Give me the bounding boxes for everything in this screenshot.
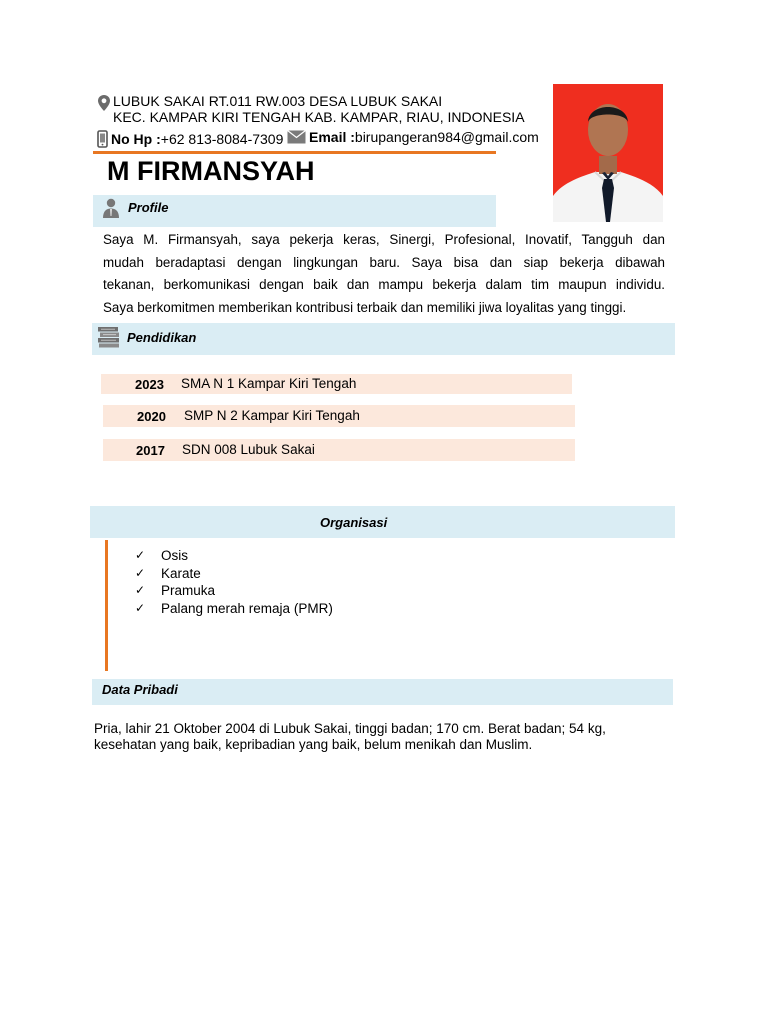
profile-photo — [553, 84, 663, 222]
location-pin-icon — [97, 94, 111, 117]
list-item — [135, 565, 333, 583]
list-item — [135, 547, 333, 565]
data-pribadi-section-header — [92, 679, 673, 705]
profile-line: mudah beradaptasi dengan lingkungan baru. Saya bisa dan siap bekerja dibawah — [103, 254, 665, 270]
organisasi-item: Palang merah remaja (PMR) — [161, 600, 333, 616]
address-line-1: LUBUK SAKAI RT.011 RW.003 DESA LUBUK SAKAI — [113, 93, 443, 109]
organisasi-title: Organisasi — [320, 515, 388, 530]
education-school: SDN 008 Lubuk Sakai — [182, 442, 315, 457]
list-item — [135, 600, 333, 618]
organisasi-item: Osis — [161, 548, 188, 563]
profile-line: tekanan, berkomunikasi dengan baik dan mampu bekerja dalam tim maupun individu. — [103, 277, 665, 292]
data-pribadi-title: Data Pribadi — [102, 682, 178, 697]
education-year: 2017 — [136, 443, 165, 458]
checkmark-icon: ✓ — [135, 565, 146, 580]
checkmark-icon: ✓ — [135, 583, 146, 597]
profile-line: Saya M. Firmansyah, saya pekerja keras, Sinergi, Profesional, Inovatif, Tangguh dan — [103, 232, 665, 247]
profile-summary — [103, 229, 665, 319]
data-pribadi-text — [94, 721, 606, 753]
phone-label: No Hp : — [111, 131, 161, 147]
education-year: 2023 — [135, 377, 164, 392]
education-year: 2020 — [137, 409, 166, 424]
email-value[interactable]: birupangeran984@gmail.com — [354, 129, 539, 145]
email-line — [309, 129, 539, 145]
data-pribadi-line: Pria, lahir 21 Oktober 2004 di Lubuk Sakai, tinggi badan; 170 cm. Berat badan; 54 kg, — [94, 721, 606, 736]
checkmark-icon: ✓ — [135, 548, 146, 562]
profile-line: Saya berkomitmen memberikan kontribusi terbaik dan memiliki jiwa loyalitas yang tinggi. — [103, 299, 627, 315]
organisasi-item: Pramuka — [161, 583, 216, 598]
education-school: SMA N 1 Kampar Kiri Tengah — [181, 376, 357, 391]
header-divider — [93, 151, 496, 154]
list-item — [135, 582, 333, 600]
profile-title: Profile — [128, 200, 169, 215]
education-school: SMP N 2 Kampar Kiri Tengah — [184, 408, 360, 423]
pendidikan-title: Pendidikan — [127, 330, 197, 345]
phone-line — [111, 131, 283, 147]
organisasi-accent-line — [105, 540, 108, 671]
education-row — [103, 439, 575, 461]
mobile-phone-icon — [97, 130, 108, 153]
envelope-icon — [287, 130, 306, 149]
email-label: Email : — [309, 129, 355, 145]
books-icon — [97, 326, 121, 353]
address-line-2: KEC. KAMPAR KIRI TENGAH KAB. KAMPAR, RIAU, INDONESIA — [113, 109, 525, 125]
person-icon — [100, 197, 122, 224]
organisasi-list — [135, 547, 333, 617]
data-pribadi-line: kesehatan yang baik, kepribadian yang baik, belum menikah dan Muslim. — [94, 737, 533, 752]
full-name: M FIRMANSYAH — [107, 156, 315, 186]
checkmark-icon: ✓ — [135, 600, 146, 615]
organisasi-item: Karate — [161, 565, 201, 581]
phone-value: +62 813-8084-7309 — [160, 131, 284, 147]
